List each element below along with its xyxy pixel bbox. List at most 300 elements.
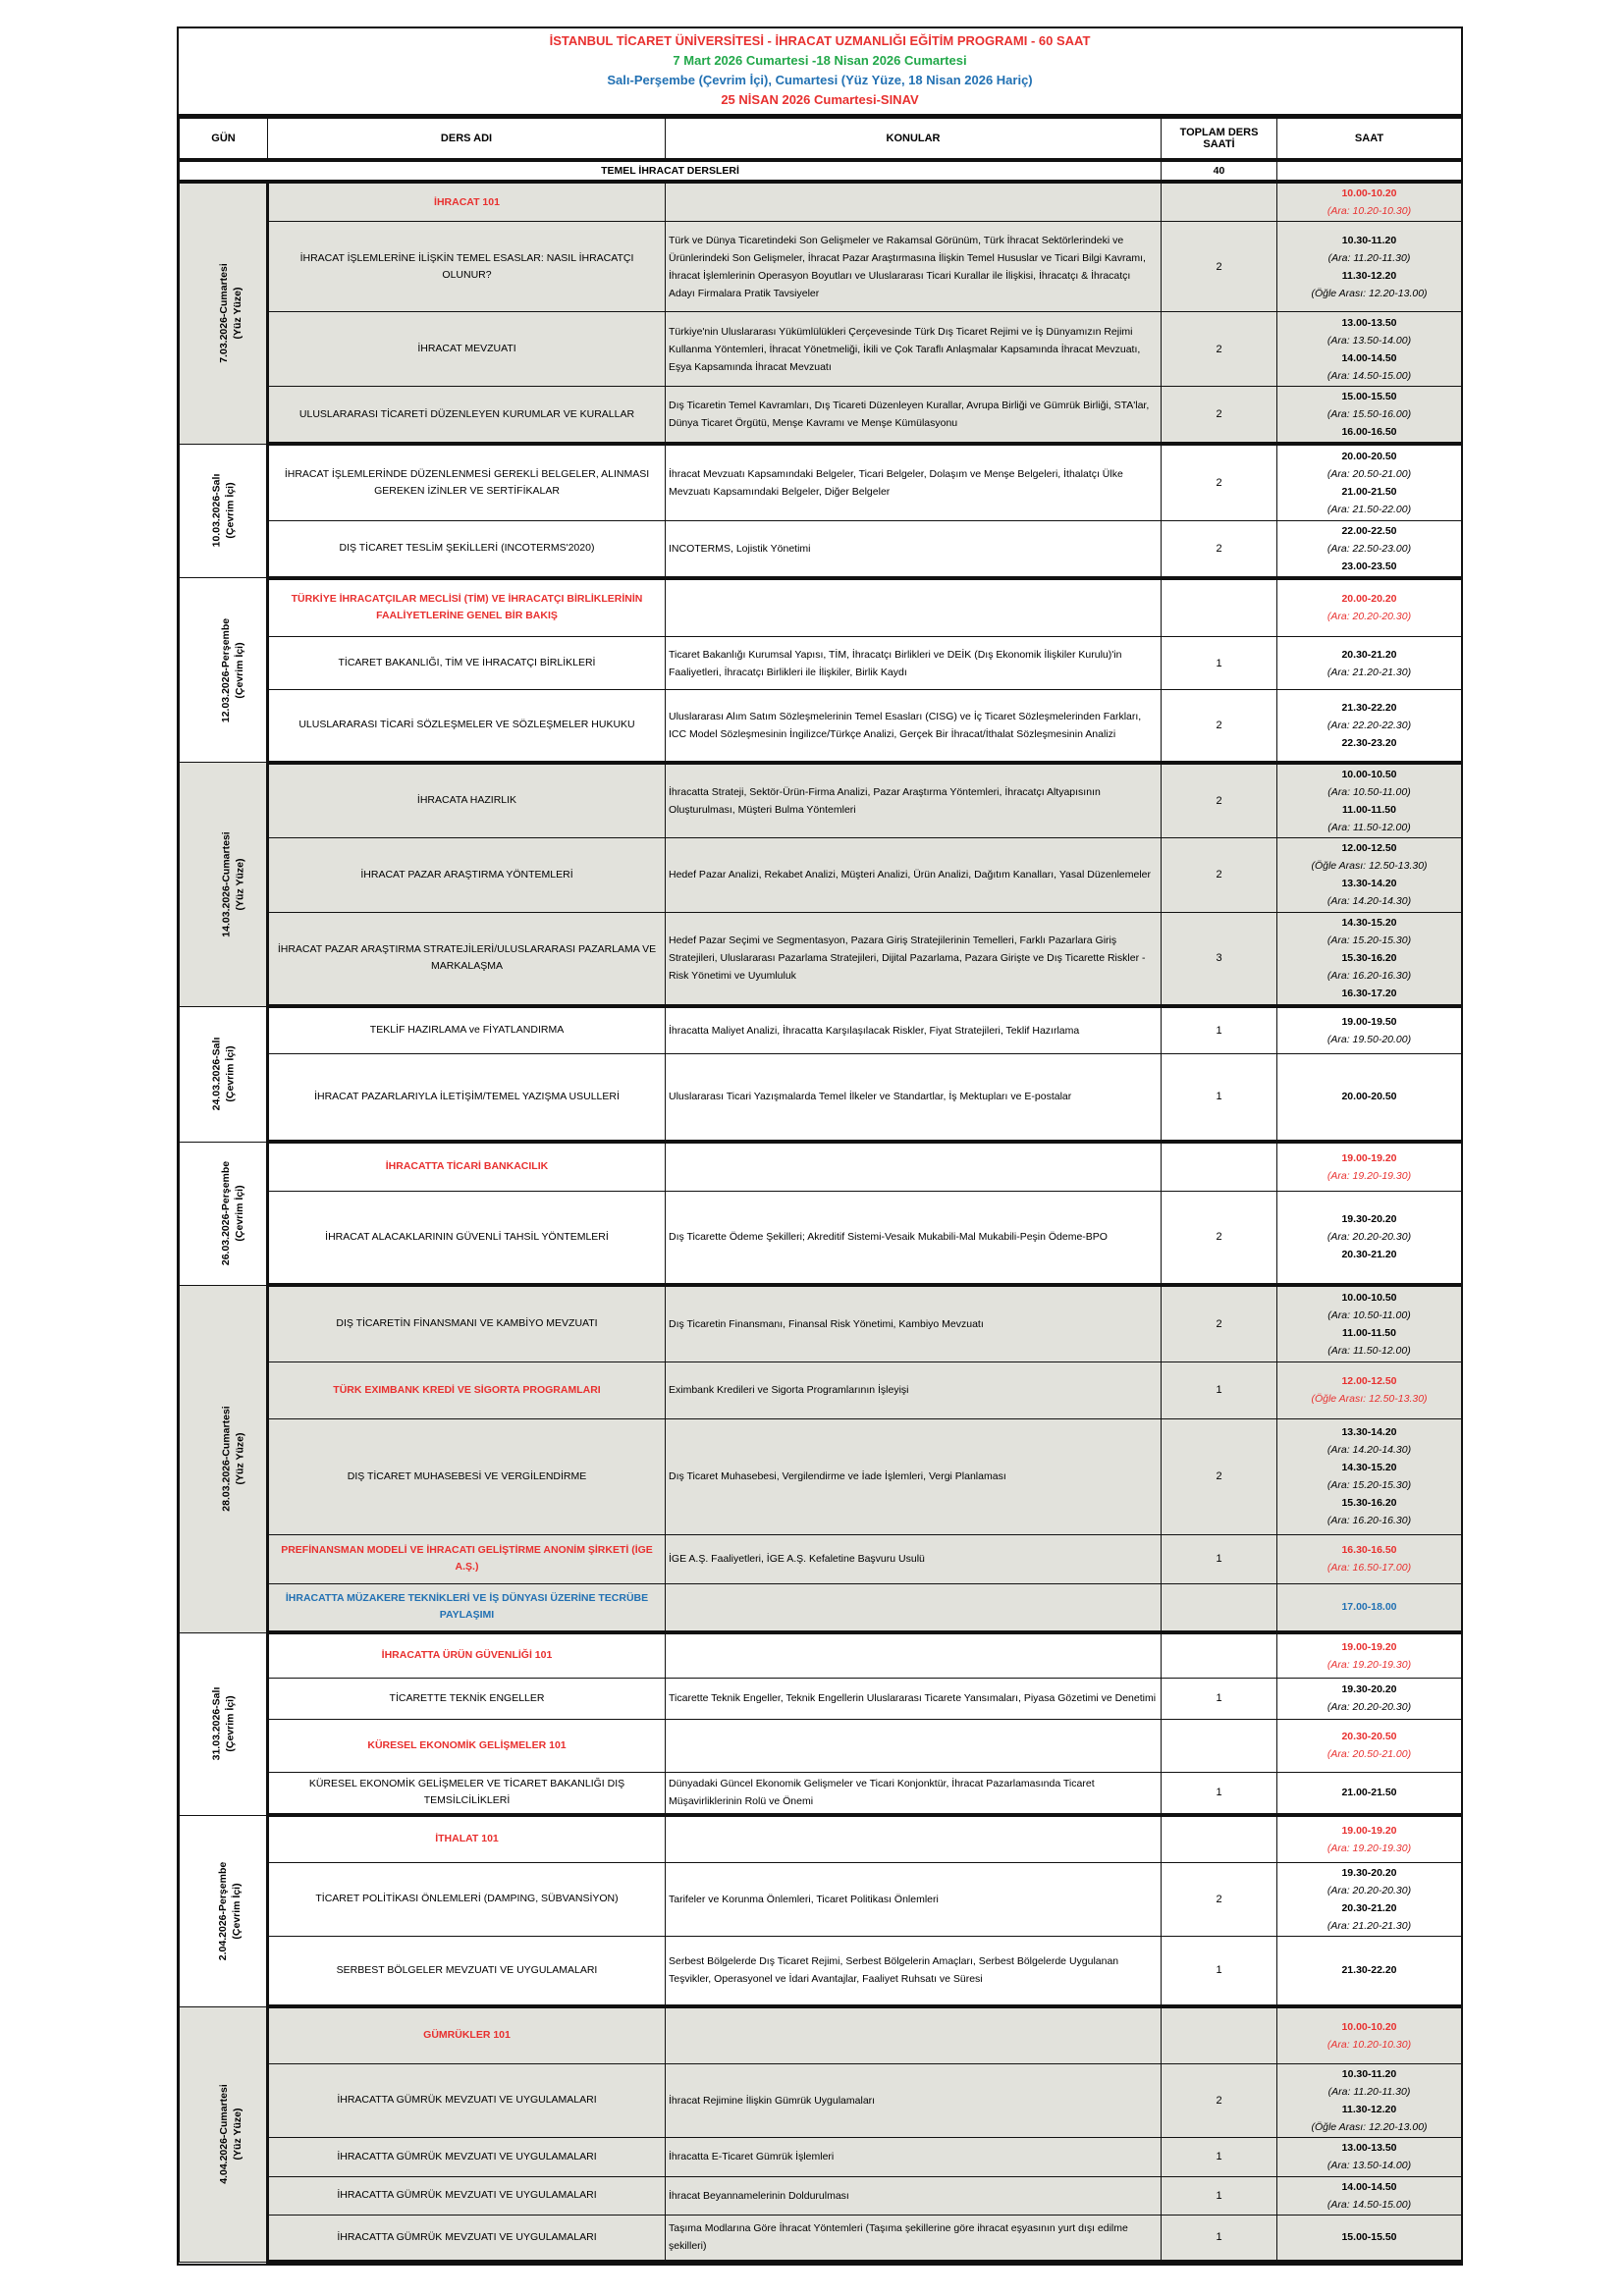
course-time <box>1277 182 1462 222</box>
course-topics: Eximbank Kredileri ve Sigorta Programlarının İşleyişi <box>666 1362 1162 1418</box>
course-name: ULUSLARARASI TİCARİ SÖZLEŞMELER VE SÖZLEŞMELER HUKUKU <box>268 690 666 763</box>
table-row <box>180 1815 1462 1862</box>
day-date: 2.04.2026-Perşembe <box>217 1861 230 1960</box>
break-time: (Ara: 14.50-15.00) <box>1326 2198 1412 2211</box>
section-label: TEMEL İHRACAT DERSLERİ <box>180 160 1162 182</box>
time-slot: 14.00-14.50 <box>1341 351 1397 364</box>
table-header-row <box>180 119 1462 161</box>
break-time: (Ara: 11.20-11.30) <box>1327 2085 1411 2098</box>
time-slot: 22.00-22.50 <box>1341 524 1397 537</box>
time-slot: 17.00-18.00 <box>1341 1601 1397 1614</box>
break-time: (Ara: 10.20-10.30) <box>1326 205 1412 217</box>
course-name: İHRACAT İŞLEMLERİNDE DÜZENLENMESİ GEREKLİ BELGELER, ALINMASI GEREKEN İZİNLER VE SERTİFİKALAR <box>268 444 666 520</box>
col-header-konular: KONULAR <box>666 119 1162 161</box>
course-topics: Ticaret Bakanlığı Kurumsal Yapısı, TİM, İhracatçı Birlikleri ve DEİK (Dış Ekonomik İlişkiler Kurulu)'in Faaliyetleri, İhracatçı Birlikleri ile İlişkiler, Birlik Kaydı <box>666 637 1162 690</box>
break-time: (Ara: 16.20-16.30) <box>1326 1515 1412 1526</box>
day-mode: (Çevrim İçi) <box>234 1185 246 1242</box>
course-time <box>1277 578 1462 637</box>
schedule-document <box>177 27 1463 2266</box>
course-topics <box>666 182 1162 222</box>
break-time: (Ara: 11.20-11.30) <box>1327 251 1411 264</box>
day-cell <box>180 2006 268 2262</box>
col-header-ders-adi: DERS ADI <box>268 119 666 161</box>
break-time: (Ara: 21.50-22.00) <box>1326 503 1412 515</box>
course-name: İHRACATA HAZIRLIK <box>268 763 666 838</box>
course-hours: 1 <box>1162 1053 1277 1142</box>
time-slot: 19.30-20.20 <box>1341 1683 1397 1695</box>
day-label <box>216 1861 244 1959</box>
time-slot: 19.00-19.50 <box>1341 1015 1397 1028</box>
day-date: 26.03.2026-Perşembe <box>220 1160 233 1266</box>
course-time <box>1277 1285 1462 1362</box>
course-time <box>1277 2006 1462 2063</box>
course-topics: İhracat Mevzuatı Kapsamındaki Belgeler, Ticari Belgeler, Dolaşım ve Menşe Belgeleri, İthalatçı Ülke Mevzuatı Kapsamındaki Belgeler, Diğer Belgeler <box>666 444 1162 520</box>
day-mode: (Yüz Yüze) <box>231 287 244 340</box>
time-slot: 10.30-11.20 <box>1341 2067 1397 2080</box>
break-time: (Ara: 20.20-20.30) <box>1326 1701 1412 1713</box>
course-time <box>1277 1719 1462 1772</box>
day-cell <box>180 444 268 578</box>
break-time: (Ara: 10.50-11.00) <box>1327 785 1411 798</box>
day-cell <box>180 1815 268 2006</box>
course-hours: 1 <box>1162 1362 1277 1418</box>
course-name: TÜRKİYE İHRACATÇILAR MECLİSİ (TİM) VE İHRACATÇI BİRLİKLERİNİN FAALİYETLERİNE GENEL BİR BAKIŞ <box>268 578 666 637</box>
table-row <box>180 912 1462 1006</box>
course-name: İHRACAT ALACAKLARININ GÜVENLİ TAHSİL YÖNTEMLERİ <box>268 1191 666 1285</box>
day-label <box>209 474 237 548</box>
time-slot: 16.00-16.50 <box>1341 426 1397 438</box>
course-time <box>1277 444 1462 520</box>
course-time <box>1277 2137 1462 2176</box>
time-slot: 14.00-14.50 <box>1341 2180 1397 2193</box>
break-time: (Ara: 21.20-21.30) <box>1326 666 1412 678</box>
course-name: İHRACATTA TİCARİ BANKACILIK <box>268 1142 666 1191</box>
day-label <box>217 263 244 363</box>
course-name: GÜMRÜKLER 101 <box>268 2006 666 2063</box>
break-time: (Ara: 16.50-17.00) <box>1326 1562 1412 1574</box>
time-slot: 20.30-21.20 <box>1341 1249 1397 1261</box>
course-topics: Uluslararası Alım Satım Sözleşmelerinin Temel Esasları (CISG) ve İç Ticaret Sözleşmelerinden Farkları, ICC Model Sözleşmesinin İngilizce/Türkçe Analizi, Gerçek Bir İhracat/İthalat Sözleşmesinin Analizi <box>666 690 1162 763</box>
table-row <box>180 1142 1462 1191</box>
course-time <box>1277 387 1462 445</box>
course-topics: Dünyadaki Güncel Ekonomik Gelişmeler ve Ticari Konjonktür, İhracat Pazarlamasında Ticaret Müşavirliklerinin Rolü ve Önemi <box>666 1772 1162 1815</box>
table-row <box>180 1191 1462 1285</box>
program-dates: 7 Mart 2026 Cumartesi -18 Nisan 2026 Cumartesi <box>673 53 967 68</box>
course-name: TEKLİF HAZIRLAMA ve FİYATLANDIRMA <box>268 1006 666 1053</box>
table-row <box>180 1862 1462 1936</box>
table-row <box>180 1583 1462 1632</box>
table-row <box>180 1053 1462 1142</box>
day-label <box>220 831 247 936</box>
course-time <box>1277 1772 1462 1815</box>
course-topics: Hedef Pazar Seçimi ve Segmentasyon, Pazara Giriş Stratejilerinin Temelleri, Farklı Pazarlara Giriş Stratejileri, Uluslararası Pazarlama Stratejileri, Dijital Pazarlama, Pazara Girişte ve Dış Ticarette Riskler - Risk Yönetimi ve Uyumluluk <box>666 912 1162 1006</box>
course-hours: 2 <box>1162 837 1277 912</box>
course-topics <box>666 2006 1162 2063</box>
day-date: 7.03.2026-Cumartesi <box>217 263 230 364</box>
time-slot: 19.00-19.20 <box>1341 1824 1397 1837</box>
time-slot: 11.00-11.50 <box>1342 1326 1396 1339</box>
table-row <box>180 1936 1462 2006</box>
course-time <box>1277 1632 1462 1678</box>
course-hours <box>1162 2006 1277 2063</box>
course-hours <box>1162 182 1277 222</box>
course-time <box>1277 1053 1462 1142</box>
time-slot: 16.30-17.20 <box>1341 988 1397 1000</box>
day-mode: (Çevrim İçi) <box>223 1695 236 1752</box>
break-time: (Ara: 13.50-14.00) <box>1326 2160 1412 2171</box>
course-name: İHRACAT İŞLEMLERİNE İLİŞKİN TEMEL ESASLAR: NASIL İHRACATÇI OLUNUR? <box>268 222 666 312</box>
course-hours: 1 <box>1162 1936 1277 2006</box>
time-slot: 20.00-20.50 <box>1341 450 1397 462</box>
break-time: (Ara: 14.50-15.00) <box>1326 369 1412 382</box>
day-cell <box>180 1285 268 1632</box>
time-slot: 12.00-12.50 <box>1341 1375 1397 1387</box>
break-time: (Öğle Arası: 12.50-13.30) <box>1311 1393 1428 1405</box>
table-row <box>180 578 1462 637</box>
break-time: (Ara: 19.20-19.30) <box>1326 1169 1412 1182</box>
document-header <box>179 28 1461 118</box>
day-label <box>220 1406 247 1511</box>
time-slot: 10.30-11.20 <box>1341 234 1397 246</box>
course-topics: INCOTERMS, Lojistik Yönetimi <box>666 520 1162 578</box>
day-mode: (Çevrim İçi) <box>223 482 236 539</box>
course-topics: Hedef Pazar Analizi, Rekabet Analizi, Müşteri Analizi, Ürün Analizi, Dağıtım Kanalları, Yasal Düzenlemeler <box>666 837 1162 912</box>
course-hours: 2 <box>1162 1862 1277 1936</box>
time-slot: 21.00-21.50 <box>1341 1787 1397 1799</box>
course-topics <box>666 1719 1162 1772</box>
time-slot: 20.00-20.20 <box>1341 593 1397 606</box>
course-hours: 2 <box>1162 1191 1277 1285</box>
day-label <box>209 1038 237 1111</box>
course-name: SERBEST BÖLGELER MEVZUATI VE UYGULAMALARI <box>268 1936 666 2006</box>
day-date: 31.03.2026-Salı <box>209 1686 222 1761</box>
course-name: İHRACATTA GÜMRÜK MEVZUATI VE UYGULAMALARI <box>268 2063 666 2137</box>
day-cell <box>180 182 268 444</box>
day-cell <box>180 1006 268 1142</box>
course-topics: İGE A.Ş. Faaliyetleri, İGE A.Ş. Kefaletine Başvuru Usulü <box>666 1534 1162 1583</box>
table-row <box>180 444 1462 520</box>
table-row <box>180 1362 1462 1418</box>
course-time <box>1277 1362 1462 1418</box>
course-topics: İhracat Rejimine İlişkin Gümrük Uygulamaları <box>666 2063 1162 2137</box>
time-slot: 14.30-15.20 <box>1341 1462 1397 1473</box>
break-time: (Ara: 19.20-19.30) <box>1326 1658 1412 1671</box>
course-hours: 1 <box>1162 1534 1277 1583</box>
course-name: TİCARETTE TEKNİK ENGELLER <box>268 1678 666 1719</box>
course-time <box>1277 1006 1462 1053</box>
day-cell <box>180 578 268 763</box>
day-cell <box>180 763 268 1007</box>
time-slot: 12.00-12.50 <box>1341 842 1397 854</box>
course-topics <box>666 578 1162 637</box>
time-slot: 13.00-13.50 <box>1341 316 1397 329</box>
course-hours: 1 <box>1162 2176 1277 2215</box>
course-topics: Tarifeler ve Korunma Önlemleri, Ticaret Politikası Önlemleri <box>666 1862 1162 1936</box>
time-slot: 15.30-16.20 <box>1341 952 1397 965</box>
break-time: (Ara: 10.50-11.00) <box>1327 1308 1411 1321</box>
course-name: İHRACAT PAZAR ARAŞTIRMA YÖNTEMLERİ <box>268 837 666 912</box>
table-row <box>180 1534 1462 1583</box>
course-hours: 2 <box>1162 690 1277 763</box>
break-time: (Ara: 20.20-20.30) <box>1326 1884 1412 1896</box>
break-time: (Öğle Arası: 12.20-13.00) <box>1311 2120 1428 2133</box>
time-slot: 11.30-12.20 <box>1341 2103 1397 2115</box>
time-slot: 20.30-21.20 <box>1341 1901 1397 1914</box>
time-slot: 19.00-19.20 <box>1341 1151 1397 1164</box>
course-topics <box>666 1632 1162 1678</box>
course-hours <box>1162 1815 1277 1862</box>
table-row <box>180 1418 1462 1534</box>
time-slot: 21.30-22.20 <box>1341 1964 1397 1977</box>
time-slot: 21.30-22.20 <box>1341 701 1397 714</box>
course-name: İHRACAT 101 <box>268 182 666 222</box>
course-hours: 2 <box>1162 1418 1277 1534</box>
course-hours: 1 <box>1162 2215 1277 2262</box>
course-topics: İhracatta Strateji, Sektör-Ürün-Firma Analizi, Pazar Araştırma Yöntemleri, İhracatçı Altyapısının Oluşturulması, Müşteri Bulma Yöntemleri <box>666 763 1162 838</box>
course-topics: Ticarette Teknik Engeller, Teknik Engellerin Uluslararası Ticarete Yansımaları, Piyasa Gözetimi ve Denetimi <box>666 1678 1162 1719</box>
course-name: KÜRESEL EKONOMİK GELİŞMELER VE TİCARET BAKANLIĞI DIŞ TEMSİLCİLİKLERİ <box>268 1772 666 1815</box>
course-time <box>1277 312 1462 387</box>
time-slot: 15.30-16.20 <box>1341 1497 1397 1509</box>
break-time: (Ara: 19.20-19.30) <box>1326 1842 1412 1854</box>
time-slot: 19.00-19.20 <box>1341 1640 1397 1653</box>
course-time <box>1277 1142 1462 1191</box>
course-name: DIŞ TİCARETİN FİNANSMANI VE KAMBİYO MEVZUATI <box>268 1285 666 1362</box>
time-slot: 16.30-16.50 <box>1341 1544 1397 1556</box>
col-header-gun: GÜN <box>180 119 268 161</box>
time-slot: 20.00-20.50 <box>1341 1091 1397 1103</box>
break-time: (Ara: 16.20-16.30) <box>1326 970 1412 983</box>
table-row <box>180 312 1462 387</box>
course-time <box>1277 1583 1462 1632</box>
course-topics: Serbest Bölgelerde Dış Ticaret Rejimi, Serbest Bölgelerin Amaçları, Serbest Bölgelerde Uygulanan Teşvikler, Operasyonel ve İdari Avantajlar, Faaliyet Ruhsatı ve Süresi <box>666 1936 1162 2006</box>
course-topics: Uluslararası Ticari Yazışmalarda Temel İlkeler ve Standartlar, İş Mektupları ve E-postalar <box>666 1053 1162 1142</box>
section-total: 40 <box>1162 160 1277 182</box>
time-slot: 20.30-20.50 <box>1341 1731 1397 1742</box>
course-topics: İhracat Beyannamelerinin Doldurulması <box>666 2176 1162 2215</box>
course-name: İHRACAT PAZAR ARAŞTIRMA STRATEJİLERİ/ULUSLARARASI PAZARLAMA VE MARKALAŞMA <box>268 912 666 1006</box>
course-name: ULUSLARARASI TİCARETİ DÜZENLEYEN KURUMLAR VE KURALLAR <box>268 387 666 445</box>
exam-date: 25 NİSAN 2026 Cumartesi-SINAV <box>721 92 919 107</box>
break-time: (Ara: 21.20-21.30) <box>1326 1919 1412 1932</box>
break-time: (Ara: 19.50-20.00) <box>1326 1033 1412 1045</box>
table-row <box>180 387 1462 445</box>
course-name: İHRACATTA GÜMRÜK MEVZUATI VE UYGULAMALARI <box>268 2137 666 2176</box>
program-title: İSTANBUL TİCARET ÜNİVERSİTESİ - İHRACAT UZMANLIĞI EĞİTİM PROGRAMI - 60 SAAT <box>549 33 1091 48</box>
day-label <box>209 1687 237 1761</box>
table-row <box>180 2006 1462 2063</box>
day-date: 14.03.2026-Cumartesi <box>220 831 233 937</box>
time-slot: 21.00-21.50 <box>1341 485 1397 498</box>
course-topics: Türkiye'nin Uluslararası Yükümlülükleri Çerçevesinde Türk Dış Ticaret Rejimi ve İş Dünyamızın Rejimi Kullanma Yöntemleri, İhracat Yönetmeliği, İkili ve Çok Taraflı Anlaşmalar Kapsamında İhracat Mevzuatı, Eşya Kapsamında İhracat Mevzuatı <box>666 312 1162 387</box>
course-name: İHRACATTA GÜMRÜK MEVZUATI VE UYGULAMALARI <box>268 2176 666 2215</box>
program-days: Salı-Perşembe (Çevrim İçi), Cumartesi (Yüz Yüze, 18 Nisan 2026 Hariç) <box>607 73 1033 87</box>
course-name: DIŞ TİCARET MUHASEBESİ VE VERGİLENDİRME <box>268 1418 666 1534</box>
course-hours: 2 <box>1162 444 1277 520</box>
course-time <box>1277 1815 1462 1862</box>
table-row <box>180 690 1462 763</box>
table-row <box>180 1632 1462 1678</box>
course-time <box>1277 690 1462 763</box>
table-row <box>180 1678 1462 1719</box>
section-row <box>180 160 1462 182</box>
time-slot: 15.00-15.50 <box>1341 391 1397 402</box>
course-time <box>1277 912 1462 1006</box>
course-hours: 2 <box>1162 387 1277 445</box>
course-time <box>1277 520 1462 578</box>
time-slot: 15.00-15.50 <box>1341 2231 1397 2244</box>
table-row <box>180 1006 1462 1053</box>
time-slot: 22.30-23.20 <box>1341 736 1397 749</box>
day-label <box>219 617 246 721</box>
course-hours: 3 <box>1162 912 1277 1006</box>
break-time: (Ara: 15.50-16.00) <box>1326 408 1412 420</box>
day-mode: (Çevrim İçi) <box>234 641 246 699</box>
course-time <box>1277 837 1462 912</box>
course-topics: İhracatta E-Ticaret Gümrük İşlemleri <box>666 2137 1162 2176</box>
course-hours: 2 <box>1162 1285 1277 1362</box>
day-mode: (Çevrim İçi) <box>231 1882 244 1940</box>
course-hours: 1 <box>1162 1006 1277 1053</box>
course-time <box>1277 222 1462 312</box>
course-name: İTHALAT 101 <box>268 1815 666 1862</box>
time-slot: 19.30-20.20 <box>1341 1213 1397 1226</box>
course-name: TİCARET BAKANLIĞI, TİM VE İHRACATÇI BİRLİKLERİ <box>268 637 666 690</box>
time-slot: 10.00-10.50 <box>1341 768 1397 780</box>
course-topics: Dış Ticaretin Finansmanı, Finansal Risk Yönetimi, Kambiyo Mevzuatı <box>666 1285 1162 1362</box>
course-hours <box>1162 1583 1277 1632</box>
time-slot: 11.00-11.50 <box>1342 803 1396 816</box>
time-slot: 14.30-15.20 <box>1341 917 1397 930</box>
course-hours: 1 <box>1162 2137 1277 2176</box>
course-name: İHRACATTA ÜRÜN GÜVENLİĞİ 101 <box>268 1632 666 1678</box>
course-topics <box>666 1583 1162 1632</box>
table-row <box>180 763 1462 838</box>
course-time <box>1277 1936 1462 2006</box>
break-time: (Ara: 13.50-14.00) <box>1326 334 1412 347</box>
day-date: 12.03.2026-Perşembe <box>220 617 233 722</box>
course-hours <box>1162 578 1277 637</box>
course-hours <box>1162 1142 1277 1191</box>
table-row <box>180 2176 1462 2215</box>
time-slot: 11.30-12.20 <box>1341 269 1397 282</box>
course-time <box>1277 637 1462 690</box>
break-time: (Öğle Arası: 12.50-13.30) <box>1311 860 1428 872</box>
course-hours <box>1162 1632 1277 1678</box>
course-time <box>1277 2215 1462 2262</box>
day-mode: (Yüz Yüze) <box>234 1432 246 1485</box>
day-label <box>219 1161 246 1265</box>
course-hours <box>1162 1719 1277 1772</box>
course-hours: 2 <box>1162 2063 1277 2137</box>
course-hours: 2 <box>1162 312 1277 387</box>
break-time: (Ara: 22.20-22.30) <box>1326 719 1412 731</box>
time-slot: 19.30-20.20 <box>1341 1866 1397 1879</box>
break-time: (Ara: 10.20-10.30) <box>1326 2038 1412 2051</box>
course-hours: 2 <box>1162 222 1277 312</box>
table-row <box>180 1285 1462 1362</box>
course-hours: 1 <box>1162 637 1277 690</box>
table-row <box>180 1772 1462 1815</box>
course-topics: Dış Ticaret Muhasebesi, Vergilendirme ve İade İşlemleri, Vergi Planlaması <box>666 1418 1162 1534</box>
course-time <box>1277 1191 1462 1285</box>
break-time: (Ara: 22.50-23.00) <box>1326 542 1412 555</box>
time-slot: 13.30-14.20 <box>1341 1426 1397 1438</box>
day-mode: (Yüz Yüze) <box>234 858 246 911</box>
time-slot: 20.30-21.20 <box>1341 648 1397 661</box>
table-row <box>180 1719 1462 1772</box>
course-time <box>1277 1418 1462 1534</box>
day-label <box>217 2084 244 2184</box>
course-topics: Dış Ticarette Ödeme Şekilleri; Akreditif Sistemi-Vesaik Mukabili-Mal Mukabili-Peşin Ödeme-BPO <box>666 1191 1162 1285</box>
section-empty <box>1277 160 1462 182</box>
course-time <box>1277 1862 1462 1936</box>
break-time: (Ara: 11.50-12.00) <box>1327 821 1411 833</box>
course-topics: İhracatta Maliyet Analizi, İhracatta Karşılaşılacak Riskler, Fiyat Stratejileri, Teklif Hazırlama <box>666 1006 1162 1053</box>
course-topics <box>666 1815 1162 1862</box>
break-time: (Ara: 20.50-21.00) <box>1326 1748 1412 1760</box>
break-time: (Ara: 15.20-15.30) <box>1326 934 1412 947</box>
course-time <box>1277 1534 1462 1583</box>
day-date: 4.04.2026-Cumartesi <box>217 2084 230 2184</box>
course-name: PREFİNANSMAN MODELİ VE İHRACATI GELİŞTİRME ANONİM ŞİRKETİ (İGE A.Ş.) <box>268 1534 666 1583</box>
break-time: (Ara: 20.20-20.30) <box>1326 611 1412 623</box>
time-slot: 10.00-10.20 <box>1341 187 1397 199</box>
course-hours: 2 <box>1162 520 1277 578</box>
break-time: (Ara: 14.20-14.30) <box>1326 895 1412 907</box>
course-name: DIŞ TİCARET TESLİM ŞEKİLLERİ (INCOTERMS'2020) <box>268 520 666 578</box>
break-time: (Ara: 20.20-20.30) <box>1326 1231 1412 1244</box>
day-date: 10.03.2026-Salı <box>209 473 222 548</box>
table-row <box>180 2063 1462 2137</box>
table-row <box>180 2137 1462 2176</box>
course-name: İHRACAT MEVZUATI <box>268 312 666 387</box>
course-name: İHRACATTA GÜMRÜK MEVZUATI VE UYGULAMALARI <box>268 2215 666 2262</box>
course-name: İHRACAT PAZARLARIYLA İLETİŞİM/TEMEL YAZIŞMA USULLERİ <box>268 1053 666 1142</box>
table-row <box>180 2215 1462 2262</box>
break-time: (Ara: 20.50-21.00) <box>1326 467 1412 480</box>
course-name: İHRACATTA MÜZAKERE TEKNİKLERİ VE İŞ DÜNYASI ÜZERİNE TECRÜBE PAYLAŞIMI <box>268 1583 666 1632</box>
day-date: 28.03.2026-Cumartesi <box>220 1406 233 1512</box>
day-mode: (Yüz Yüze) <box>231 2108 244 2161</box>
day-cell <box>180 1142 268 1285</box>
course-name: KÜRESEL EKONOMİK GELİŞMELER 101 <box>268 1719 666 1772</box>
course-hours: 2 <box>1162 763 1277 838</box>
course-time <box>1277 1678 1462 1719</box>
time-slot: 13.30-14.20 <box>1341 878 1397 889</box>
course-hours: 1 <box>1162 1772 1277 1815</box>
course-name: TİCARET POLİTİKASI ÖNLEMLERİ (DAMPING, SÜBVANSİYON) <box>268 1862 666 1936</box>
table-row <box>180 637 1462 690</box>
course-topics: Türk ve Dünya Ticaretindeki Son Gelişmeler ve Rakamsal Görünüm, Türk İhracat Sektörlerindeki ve Ürünlerindeki Son Gelişmeler, İhracat Pazar Araştırmasına İlişkin Temel Hususlar ve Ticari Bilgi Kavramı, İhracat İşlemlerinin Operasyon Boyutları ve Uluslararası Ticari Kurallar ile İlişkisi, İhracatçı & İhracatçı Adayı Firmalara Pratik Tavsiyeler <box>666 222 1162 312</box>
day-date: 24.03.2026-Salı <box>209 1037 222 1111</box>
course-hours: 1 <box>1162 1678 1277 1719</box>
table-row <box>180 182 1462 222</box>
time-slot: 10.00-10.20 <box>1341 2020 1397 2033</box>
time-slot: 10.00-10.50 <box>1341 1291 1397 1304</box>
break-time: (Öğle Arası: 12.20-13.00) <box>1311 287 1428 299</box>
break-time: (Ara: 15.20-15.30) <box>1326 1479 1412 1491</box>
col-header-saat: SAAT <box>1277 119 1462 161</box>
course-topics <box>666 1142 1162 1191</box>
course-time <box>1277 763 1462 838</box>
course-topics: Taşıma Modlarına Göre İhracat Yöntemleri (Taşıma şekillerine göre ihracat eşyasının yurt dışı edilme şekilleri) <box>666 2215 1162 2262</box>
break-time: (Ara: 14.20-14.30) <box>1326 1444 1412 1456</box>
course-name: TÜRK EXIMBANK KREDİ VE SİGORTA PROGRAMLARI <box>268 1362 666 1418</box>
course-time <box>1277 2063 1462 2137</box>
course-topics: Dış Ticaretin Temel Kavramları, Dış Ticareti Düzenleyen Kurallar, Avrupa Birliği ve Gümrük Birliği, STA'lar, Dünya Ticaret Örgütü, Menşe Kavramı ve Menşe Kümülasyonu <box>666 387 1162 445</box>
table-row <box>180 520 1462 578</box>
